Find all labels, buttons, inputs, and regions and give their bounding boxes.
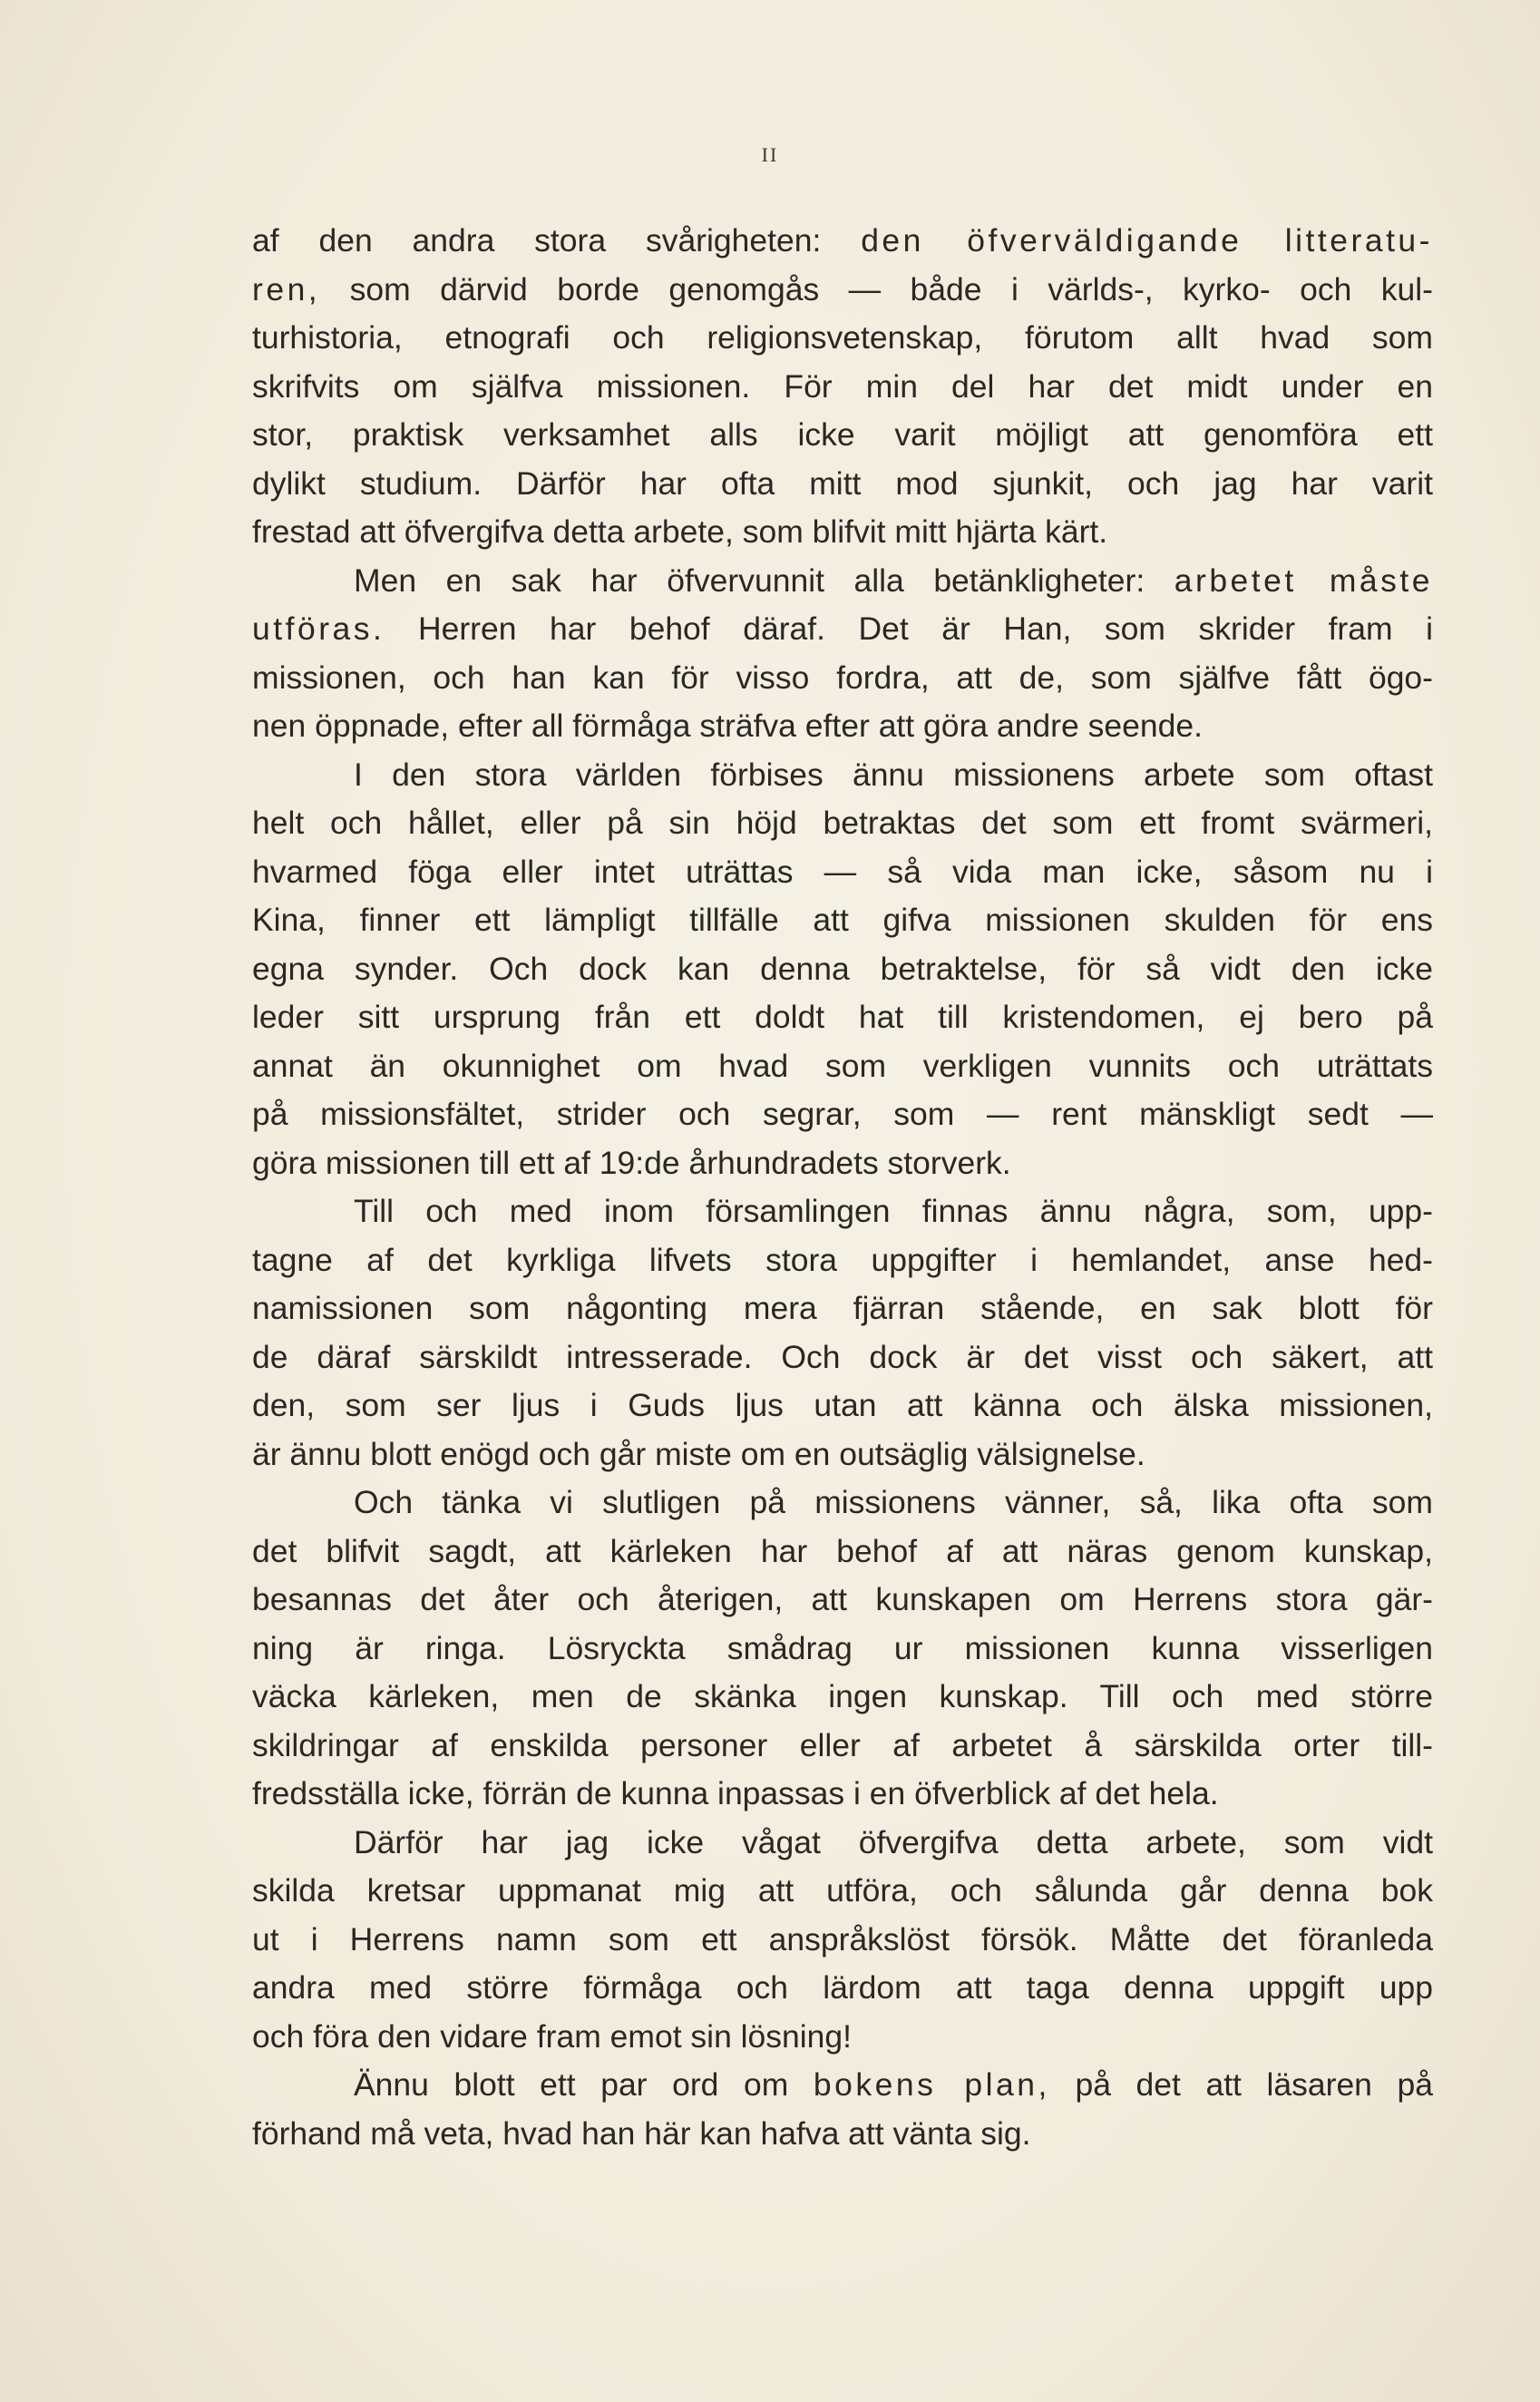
text-run: namissionen som någonting mera fjärran stående, en sak blott för [252, 1290, 1433, 1326]
text-run: Kina, finner ett lämpligt tillfälle att gifva missionen skulden för ens [252, 902, 1433, 938]
text-run: annat än okunnighet om hvad som verkligen vunnits och uträttats [252, 1047, 1433, 1084]
text-run: som därvid borde genomgås — både i världs-, kyrko- och kul- [320, 270, 1433, 308]
paragraph-first-line [252, 1479, 1433, 1528]
text-line [252, 1139, 1433, 1188]
text-line [252, 217, 1433, 266]
text-line [252, 1576, 1433, 1625]
text-run: fredsställa icke, förrän de kunna inpassas i en öfverblick af det hela. [252, 1775, 1219, 1811]
text-line [252, 945, 1433, 994]
emphasized-text: ren, [252, 270, 321, 308]
text-run: helt och hållet, eller på sin höjd betraktas det som ett fromt svärmeri, [252, 805, 1433, 841]
text-run: Därför har jag icke vågat öfvergifva detta arbete, som vidt [354, 1823, 1433, 1860]
text-run: andra med större förmåga och lärdom att taga denna uppgift upp [252, 1969, 1433, 2006]
text-run: på missionsfältet, strider och segrar, som — rent mänskligt sedt — [252, 1096, 1433, 1132]
text-run: göra missionen till ett af 19:de århundradets storverk. [252, 1144, 1011, 1181]
text-line [252, 363, 1433, 412]
text-run: Ännu blott ett par ord om [354, 2066, 814, 2103]
text-line [252, 605, 1433, 654]
text-line [252, 1770, 1433, 1819]
text-run: och föra den vidare fram emot sin lösning! [252, 2017, 853, 2055]
text-line [252, 848, 1433, 897]
text-line [252, 1722, 1433, 1771]
paragraph-first-line [252, 1187, 1433, 1236]
text-line [252, 2013, 1433, 2062]
text-run: ning är ringa. Lösryckta smådrag ur missionen kunna visserligen [252, 1629, 1433, 1666]
text-run: dylikt studium. Därför har ofta mitt mod sjunkit, och jag har varit [252, 464, 1433, 502]
text-run: missionen, och han kan för visso fordra, att de, som själfve fått ögo- [252, 659, 1433, 696]
text-run: Men en sak har öfvervunnit alla betänkligheter: [354, 561, 1174, 599]
text-run: Och tänka vi slutligen på missionens vänner, så, lika ofta som [354, 1484, 1433, 1520]
text-line [252, 266, 1433, 315]
text-run: frestad att öfvergifva detta arbete, som blifvit mitt hjärta kärt. [252, 513, 1108, 550]
emphasized-text: den öfverväldigande litteratu- [861, 222, 1433, 259]
text-line [252, 654, 1433, 703]
text-run: Herren har behof däraf. Det är Han, som skrider fram i [385, 610, 1433, 647]
text-run: egna synder. Och dock kan denna betraktelse, för så vidt den icke [252, 950, 1433, 987]
page-number: II [761, 143, 779, 166]
text-line [252, 1284, 1433, 1333]
text-run: Till och med inom församlingen finnas ännu några, som, upp- [354, 1193, 1433, 1229]
text-run: besannas det åter och återigen, att kunskapen om Herrens stora gär- [252, 1581, 1433, 1617]
text-line [252, 1964, 1433, 2013]
text-line [252, 460, 1433, 509]
text-run: af den andra stora svårigheten: [252, 222, 862, 259]
text-line [252, 799, 1433, 848]
text-line [252, 1042, 1433, 1091]
text-run: förhand må veta, hvad han här kan hafva att vänta sig. [252, 2114, 1031, 2152]
text-line [252, 1333, 1433, 1382]
text-run: det blifvit sagdt, att kärleken har behof af att näras genom kunskap, [252, 1532, 1433, 1569]
text-run: turhistoria, etnografi och religionsvetenskap, förutom allt hvad som [252, 319, 1433, 356]
text-run: på det att läsaren på [1049, 2066, 1433, 2103]
text-run: stor, praktisk verksamhet alls icke varit möjligt att genomföra ett [252, 416, 1433, 453]
text-run: skrifvits om själfva missionen. För min del har det midt under en [252, 367, 1433, 405]
text-run: hvarmed föga eller intet uträttas — så vida man icke, såsom nu i [252, 853, 1433, 890]
paragraph-first-line [252, 1819, 1433, 1868]
text-line [252, 1090, 1433, 1139]
text-run: den, som ser ljus i Guds ljus utan att känna och älska missionen, [252, 1387, 1433, 1423]
text-run: de däraf särskildt intresserade. Och dock är det visst och säkert, att [252, 1338, 1433, 1375]
text-line [252, 1673, 1433, 1722]
text-run: I den stora världen förbises ännu missionens arbete som oftast [354, 756, 1433, 793]
paragraph-first-line [252, 557, 1433, 606]
paragraph-first-line [252, 751, 1433, 800]
text-run: tagne af det kyrkliga lifvets stora uppgifter i hemlandet, anse hed- [252, 1241, 1433, 1278]
text-line [252, 508, 1433, 557]
text-line [252, 1625, 1433, 1674]
text-line [252, 896, 1433, 945]
text-line [252, 1528, 1433, 1577]
emphasized-text: utföras. [252, 610, 385, 647]
emphasized-text: arbetet måste [1174, 561, 1433, 599]
text-line [252, 1867, 1433, 1916]
text-run: skilda kretsar uppmanat mig att utföra, och sålunda går denna bok [252, 1872, 1433, 1909]
text-line [252, 411, 1433, 460]
text-line [252, 2110, 1433, 2159]
text-run: är ännu blott enögd och går miste om en outsäglig välsignelse. [252, 1435, 1145, 1472]
text-line [252, 993, 1433, 1042]
text-line [252, 1430, 1433, 1479]
body-text [252, 217, 1433, 2158]
paragraph-first-line [252, 2061, 1433, 2110]
emphasized-text: bokens plan, [813, 2066, 1050, 2103]
text-line [252, 1916, 1433, 1965]
text-run: leder sitt ursprung från ett doldt hat till kristendomen, ej bero på [252, 999, 1433, 1035]
text-line [252, 1236, 1433, 1285]
text-run: nen öppnade, efter all förmåga sträfva efter att göra andre seende. [252, 708, 1203, 744]
text-line [252, 314, 1433, 363]
text-line [252, 1382, 1433, 1430]
text-line [252, 702, 1433, 751]
text-run: ut i Herrens namn som ett anspråkslöst försök. Måtte det föranleda [252, 1920, 1433, 1958]
text-run: skildringar af enskilda personer eller af arbetet å särskilda orter till- [252, 1726, 1433, 1763]
text-run: väcka kärleken, men de skänka ingen kunskap. Till och med större [252, 1678, 1433, 1714]
